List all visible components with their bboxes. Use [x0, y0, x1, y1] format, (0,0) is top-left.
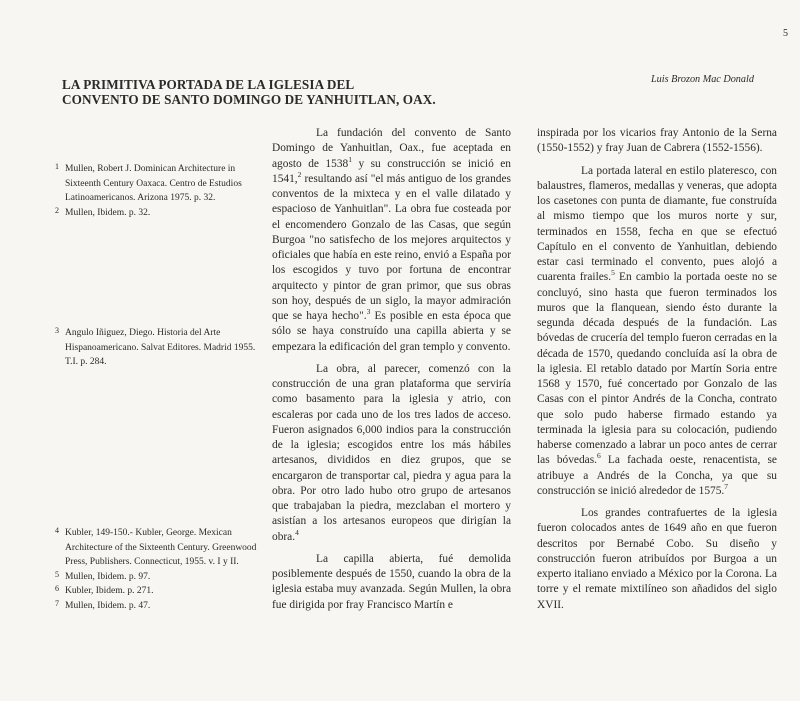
footnote-4 — [55, 526, 270, 570]
footnote-mark: 7 — [55, 598, 59, 608]
footnote-text: Mullen, Ibidem. p. 32. — [65, 207, 151, 218]
text-run: Es posible en esta época que sólo se haya construído una capilla abierta y se empezara la edificación del gran templo y convento. — [272, 310, 511, 353]
footnote-7 — [55, 599, 270, 614]
paragraph — [272, 126, 511, 355]
text-run: La portada lateral en estilo plateresco, con balaustres, flameros, medallas y veneras, que adopta los casetones con punta de diamante, fue construída al mismo tiempo que los muros norte y sur, terminados en 1558, fecha en que se efectuó Capítulo en el convento de Yanhuitlan, debiendo estar casi terminado el convento, pues alojó a cuarenta frailes. — [537, 164, 777, 284]
footnote-ref: 2 — [297, 169, 302, 179]
title-line: CONVENTO DE SANTO DOMINGO DE YANHUITLAN, OAX. — [62, 92, 436, 107]
footnote-ref: 4 — [295, 527, 299, 537]
footnote-text: Mullen, Ibidem. p. 47. — [65, 600, 151, 611]
footnote-ref: 5 — [611, 268, 615, 278]
paragraph — [537, 164, 777, 500]
footnote-ref: 3 — [366, 307, 371, 317]
paragraph: La capilla abierta, fué demolida posiblemente después de 1550, cuando la obra de la iglesia estaba muy avanzada. Según Mullen, la obra fue dirigida por fray Francisco Martín e — [272, 552, 511, 611]
text-run: En cambio la portada oeste no se concluyó, sino hasta que fueron terminados los muros que la flanquean, siendo ésto durante la segunda década después de la fundación. Las bóvedas de crucería del templo fueron cerradas en la década de 1570, quedando concluída así la obra de la iglesia. El retablo datado por Martín Soria entre 1568 y 1570, fué concertado por Gonzalo de las Casas con el pintor Andrés de la Concha, contrato que solo pudo haberse firmado estando ya terminada la iglesia para su colocación, pudiendo haberse comenzado a labrar un poco antes de cerrar las bóvedas. — [537, 271, 777, 467]
footnote-mark: 2 — [55, 205, 59, 215]
footnote-mark: 1 — [55, 162, 59, 171]
text-run: La obra, al parecer, comenzó con la construcción de una gran plataforma que serviría como basamento para la iglesia y atrio, con escaleras por cada uno de los tres lados de acceso. Fueron asignados 6,000 indios para la construcción de la iglesia; escogidos entre los más hábiles artesanos, divididos en diez grupos, que se encargaron de transportar cal, piedra y agua para la obra. Por otro lado hubo otro grupo de artesanos que trabajaban la piedra, mezclaban el mortero y asistían a los artesanos europeos que dirigían la obra. — [272, 362, 511, 543]
article-title — [62, 77, 436, 107]
footnote-group-2 — [55, 326, 270, 370]
footnote-ref: 6 — [597, 451, 601, 461]
text-run: resultando así "el más antiguo de los grandes conventos de la mixteca y en el valle dilatado y espacioso de Yanhuitlan". La obra fue costeada por el encomendero Gonzalo de las Casas, que según Burgoa "no satisfecho de los mejores arquitectos y oficiales que había en este reino, envió a España por los escogidos y tuvo por fortuna de encontrar arquitecto y pintor de gran primor, que sus obras son hoy, después de un siglo, la mayor admiración que se haya hecho". — [272, 172, 511, 322]
body-column-2 — [537, 126, 777, 613]
paragraph — [272, 362, 511, 545]
paragraph: Los grandes contrafuertes de la iglesia fueron colocados antes de 1649 año en que fueron descritos por Bernabé Cobo. Su diseño y construcción fueron atribuídos por Burgoa a un experto italiano enviado a México por la Corona. La torre y el remate mixtilíneo son añadidos del siglo XVII. — [537, 507, 777, 611]
title-line: LA PRIMITIVA PORTADA DE LA IGLESIA DEL — [62, 77, 355, 92]
text-run: La fundación del convento de Santo Domingo de Yanhuitlan, Oax., fue aceptada en agosto de 1538 — [272, 127, 511, 170]
page-number: 5 — [783, 28, 788, 39]
footnote-3 — [55, 326, 270, 370]
text-run: La fachada oeste, renacentista, se atribuye a Andrés de la Concha, ya que su construcción se inició alrededor de 1575. — [537, 454, 777, 497]
body-column-1 — [272, 126, 511, 613]
footnote-mark: 3 — [55, 326, 59, 335]
footnote-2 — [55, 206, 270, 221]
author-name: Luis Brozon Mac Donald — [651, 74, 754, 85]
footnote-text: Mullen, Ibidem. p. 97. — [65, 571, 151, 582]
footnote-mark: 4 — [55, 526, 59, 535]
footnote-ref: 7 — [724, 481, 729, 491]
footnote-text: Mullen, Robert J. Dominican Architecture in Sixteenth Century Oaxaca. Centro de Estudios Latinoamericanos. Arizona 1975. p. 32. — [65, 164, 242, 204]
footnote-text: Kubler, Ibidem. p. 271. — [65, 586, 154, 597]
footnote-5 — [55, 570, 270, 585]
footnote-text: Kubler, 149-150.- Kubler, George. Mexican Architecture of the Sixteenth Century. Greenwood Press, Publishers. Connecticut, 1955. v. I y II. — [65, 528, 257, 568]
footnote-group-3 — [55, 526, 270, 614]
footnote-group-1 — [55, 162, 270, 220]
footnote-ref: 1 — [348, 154, 352, 164]
text-run: y su construcción se inició en 1541, — [272, 157, 511, 185]
footnote-mark: 5 — [55, 569, 59, 579]
footnote-6 — [55, 584, 270, 599]
footnote-text: Angulo Iñiguez, Diego. Historia del Arte Hispanoamericano. Salvat Editores. Madrid 1955. T.I. p. 284. — [65, 328, 256, 368]
footnote-mark: 6 — [55, 584, 59, 594]
paragraph: inspirada por los vicarios fray Antonio de la Serna (1550-1552) y fray Juan de Cabrera (1552-1556). — [537, 127, 777, 155]
footnote-1 — [55, 162, 270, 206]
